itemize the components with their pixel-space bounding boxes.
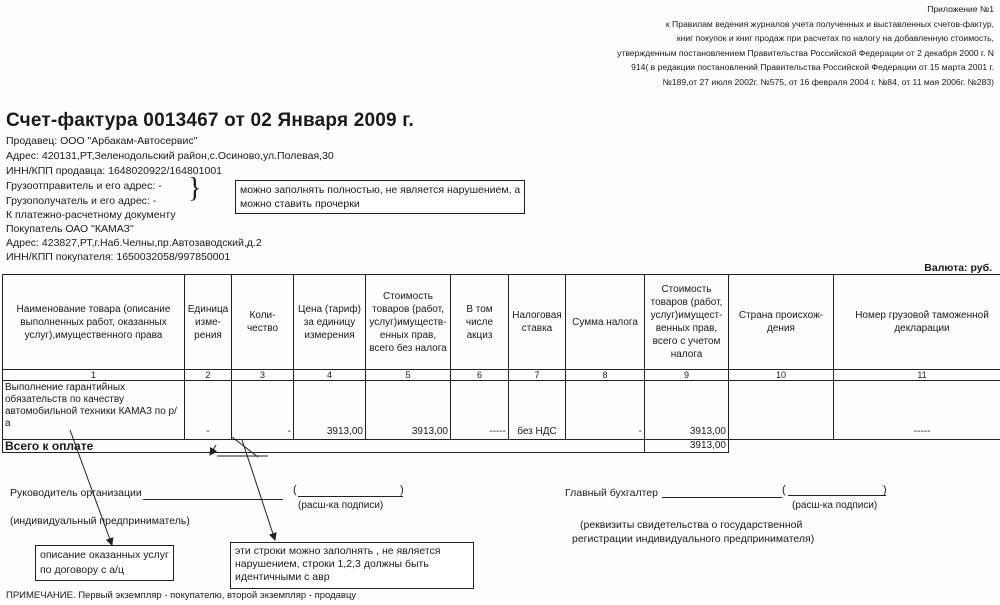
- consignee-line: Грузополучатель и его адрес: -: [6, 195, 157, 207]
- cert-line: регистрации индивидуального предпринимателя): [572, 533, 815, 545]
- footnote: ПРИМЕЧАНИЕ. Первый экземпляр - покупателю, второй экземпляр - продавцу: [6, 590, 357, 601]
- column-number: 9: [645, 370, 729, 381]
- table-row: [3, 381, 1000, 440]
- appendix-note: [617, 2, 994, 90]
- services-note-line: по договору с а/ц: [40, 564, 124, 576]
- arrow-line: [242, 440, 275, 540]
- column-number-row: [3, 370, 1000, 381]
- head-label: Руководитель организации: [10, 487, 142, 499]
- appendix-line: 914( в редакции постановлений Правительства Российской Федерации от 15 марта 2001 г.: [631, 62, 994, 73]
- col-header-cost-with-tax: Стоимость товаров (работ, услуг)имущест-венных прав, всего с учетом налога: [645, 275, 729, 370]
- row-cost-no-tax: 3913,00: [366, 381, 451, 440]
- fill-note-line: можно ставить прочерки: [240, 198, 360, 210]
- total-value: 3913,00: [645, 440, 729, 453]
- invoice-table: [2, 274, 1000, 453]
- column-number: 2: [185, 370, 232, 381]
- services-note-line: описание оказанных услуг: [40, 549, 169, 561]
- total-label: Всего к оплате: [3, 440, 645, 453]
- services-note-box: [35, 545, 174, 581]
- entrepreneur-label: (индивидуальный предприниматель): [10, 515, 190, 527]
- header-row: [3, 275, 1000, 370]
- row-country: [729, 381, 834, 440]
- col-header-cost-no-tax: Стоимость товаров (работ, услуг)имуществ-енных прав, всего без налога: [366, 275, 451, 370]
- row-name: Выполнение гарантийных обязательств по качеству автомобильной техники КАМАЗ по р/а: [3, 381, 185, 440]
- accountant-label: Главный бухгалтер: [565, 487, 658, 499]
- column-number: 5: [366, 370, 451, 381]
- payment-doc-line: К платежно-расчетному документу: [6, 209, 176, 221]
- head-paren-open: (: [293, 484, 297, 496]
- column-number: 4: [294, 370, 366, 381]
- seller-inn: ИНН/КПП продавца: 1648020922/164801001: [6, 165, 222, 177]
- column-number: 8: [566, 370, 645, 381]
- col-header-qty: Коли-чество: [232, 275, 294, 370]
- head-signature-line: [143, 499, 283, 500]
- col-header-tax-sum: Сумма налога: [566, 275, 645, 370]
- column-number: 10: [729, 370, 834, 381]
- accountant-signature-line: [662, 497, 782, 498]
- row-unit: -: [185, 381, 232, 440]
- invoice-title: Счет-фактура 0013467 от 02 Января 2009 г.: [6, 110, 414, 131]
- rows-note-line: эти строки можно заполнять , не является: [235, 545, 441, 557]
- col-header-price: Цена (тариф) за единицу измерения: [294, 275, 366, 370]
- row-customs: -----: [834, 381, 1000, 440]
- accountant-paren-close: ): [883, 484, 887, 496]
- buyer-address: Адрес: 423827,РТ,г.Наб.Челны,пр.Автозаводский,д.2: [6, 237, 262, 249]
- row-price: 3913,00: [294, 381, 366, 440]
- col-header-unit: Единица изме-рения: [185, 275, 232, 370]
- column-number: 1: [3, 370, 185, 381]
- rows-note-line: идентичными с авр: [235, 571, 330, 583]
- appendix-line: к Правилам ведения журналов учета полученных и выставленных счетов-фактур,: [665, 18, 994, 29]
- row-excise: -----: [451, 381, 509, 440]
- row-qty: -: [232, 381, 294, 440]
- accountant-paren-open: (: [782, 484, 786, 496]
- column-number: 6: [451, 370, 509, 381]
- rows-note-line: нарушением, строки 1,2,3 должны быть: [235, 558, 429, 570]
- fill-note-line: можно заполнять полностью, не является нарушением, а: [240, 184, 521, 196]
- head-decode-label: (расш-ка подписи): [298, 500, 384, 511]
- row-tax-sum: -: [566, 381, 645, 440]
- row-cost-with-tax: 3913,00: [645, 381, 729, 440]
- accountant-decode-line: [788, 495, 886, 496]
- col-header-customs: Номер грузовой таможенной декларации: [834, 275, 1000, 370]
- col-header-name: Наименование товара (описание выполненных работ, оказанных услуг),имущественного права: [3, 275, 185, 370]
- rows-note-box: [230, 542, 474, 589]
- head-decode-line: [298, 496, 403, 497]
- col-header-country: Страна происхож-дения: [729, 275, 834, 370]
- row-tax-rate: без НДС: [509, 381, 566, 440]
- accountant-decode-label: (расш-ка подписи): [792, 500, 878, 511]
- buyer-name: Покупатель ОАО "КАМАЗ": [6, 223, 134, 235]
- fill-note-box: [235, 180, 525, 214]
- cert-line: (реквизиты свидетельства о государственной: [580, 519, 803, 531]
- head-paren-close: ): [400, 484, 404, 496]
- appendix-line: утвержденным постановлением Правительства Российской Федерации от 2 декабря 2000 г. N: [617, 47, 994, 58]
- buyer-inn: ИНН/КПП покупателя: 1650032058/997850001: [6, 251, 231, 263]
- appendix-line: №189,от 27 июля 2002г. №575, от 16 февраля 2004 г. №84, от 11 мая 2006г. №283): [662, 76, 994, 87]
- column-number: 7: [509, 370, 566, 381]
- total-row: [3, 440, 1000, 453]
- seller-name: Продавец: ООО "Арбакам-Автосервис": [6, 135, 198, 147]
- brace: }: [188, 173, 202, 204]
- column-number: 3: [232, 370, 294, 381]
- currency-label: Валюта: руб.: [924, 262, 992, 274]
- appendix-line: книг покупок и книг продаж при расчетах по налогу на добавленную стоимость,: [676, 33, 994, 44]
- shipper-line: Грузоотправитель и его адрес: -: [6, 180, 162, 192]
- column-number: 11: [834, 370, 1000, 381]
- total-blank: [729, 440, 1000, 453]
- col-header-tax-rate: Налоговая ставка: [509, 275, 566, 370]
- col-header-excise: В том числе акциз: [451, 275, 509, 370]
- appendix-line: Приложение №1: [927, 4, 994, 14]
- seller-address: Адрес: 420131,РТ,Зеленодольский район,с.Осиново,ул.Полевая,30: [6, 150, 334, 162]
